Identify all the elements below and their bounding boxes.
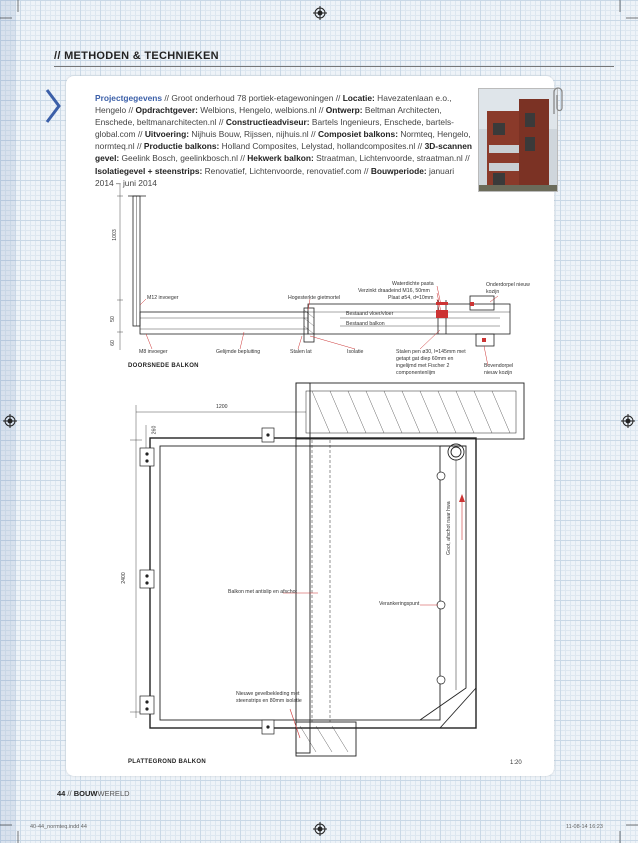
page-footer [57, 789, 130, 798]
drawing-scale: 1:20 [510, 760, 522, 766]
label-goot: Goot, afschot naar hwa [446, 501, 452, 555]
slug-file: 40-44_normteq.indd 44 [30, 824, 87, 830]
label-isolatie: Isolatie [347, 349, 364, 355]
label-onderdorpel: Onderdorpel nieuw kozijn [486, 282, 530, 295]
label-gietmortel: Hogesterkte gietmortel [288, 295, 341, 301]
project-field-label: Locatie: [342, 93, 375, 103]
dimension-height: 2400 [120, 572, 127, 584]
project-field-label: Projectgegevens [95, 93, 163, 103]
label-bestaand-balkon: Bestaand balkon [346, 321, 385, 327]
footer-separator: // [65, 789, 74, 798]
project-field-value: januari 2014 – juni 2014 [95, 165, 455, 188]
drawing-title-plan: PLATTEGROND BALKON [128, 759, 206, 765]
project-field-value: Normteq, Hengelo, normteq.nl // [95, 129, 471, 152]
label-bestaand-vloer: Bestaand vloer/vloer [346, 311, 394, 317]
section-title: // METHODEN & TECHNIEKEN [54, 50, 219, 62]
project-field-value: Bartels Ingenieurs, Enschede, bartels-global.com // [95, 117, 454, 140]
label-antislip: Balkon met antislip en afschot [228, 589, 297, 595]
project-field-value: Havezatenlaan e.o., Hengelo // [95, 93, 452, 116]
dimension-label: 50 [109, 316, 116, 322]
label-plaat: Plaat ø54, d=10mm [388, 295, 434, 301]
label-verankeringspunt: Verankeringspunt [379, 601, 420, 607]
project-field-value: Geelink Bosch, geelinkbosch.nl // [119, 153, 248, 164]
project-field-label: Productie balkons: [143, 141, 220, 152]
project-field-value: Renovatief, Lichtenvoorde, renovatief.com // [202, 165, 371, 176]
project-field-label: Opdrachtgever: [135, 105, 198, 116]
drawing-title-section: DOORSNEDE BALKON [128, 363, 199, 369]
project-field-label: Hekwerk balkon: [247, 153, 314, 164]
dimension-small: 260 [151, 425, 158, 435]
project-field-value: Nijhuis Bouw, Rijssen, nijhuis.nl // [189, 129, 318, 140]
dimension-label: 1003 [111, 229, 118, 241]
page-number: 44 [57, 789, 66, 798]
project-field-value: Beltman Architecten, Enschede, beltmanarchitecten.nl // [95, 105, 442, 128]
project-field-label: Isolatiegevel + steenstrips: [95, 165, 203, 176]
project-field-label: Ontwerp: [325, 105, 363, 116]
project-field-label: Uitvoering: [144, 129, 190, 140]
label-m8-invoeger: M8 invoeger [139, 349, 168, 355]
project-field-value: Holland Composites, Lelystad, hollandcomposites.nl // [219, 141, 425, 152]
project-field-value: Groot onderhoud 78 portiek-etagewoningen // [171, 93, 343, 103]
project-field-label: Composiet balkons: [317, 129, 398, 140]
project-field-label: 3D-scannen gevel: [95, 141, 473, 164]
dimension-width: 1200 [216, 404, 228, 410]
project-field-label: Constructieadviseur: [225, 117, 310, 128]
project-field-label: Bouwperiode: [370, 165, 427, 176]
label-bovendorpel: Bovendorpel nieuw kozijn [484, 363, 514, 376]
project-field-value: Straatman, Lichtenvoorde, straatman.nl // [313, 153, 470, 164]
label-stalen-lat: Stalen lat [290, 349, 312, 355]
dimension-label: 60 [109, 340, 116, 346]
slug-date: 11-08-14 16:23 [566, 824, 603, 830]
brand-bold: BOUW [73, 789, 98, 798]
label-waterdichte-pasta: Waterdichte pasta [392, 281, 434, 287]
project-separator: // [162, 93, 172, 103]
label-m12-invoeger: M12 invoeger [147, 295, 179, 301]
label-stalen-pen: Stalen pen ø30, l=145mm met getapt gat diep 60mm en ingelijmd met Fischer 2 componentenlijm [396, 349, 466, 376]
label-gelijmde-bepluiting: Gelijmde bepluiting [216, 349, 261, 355]
brand-rest: WERELD [97, 789, 130, 798]
label-gevelbekleding: Nieuwe gevelbekleding met steenstrips en 80mm isolatie [236, 691, 302, 704]
project-field-value: Welbions, Hengelo, welbions.nl // [197, 105, 326, 116]
label-draadeind: Verzinkt draadeind M16, 50mm [358, 288, 430, 294]
